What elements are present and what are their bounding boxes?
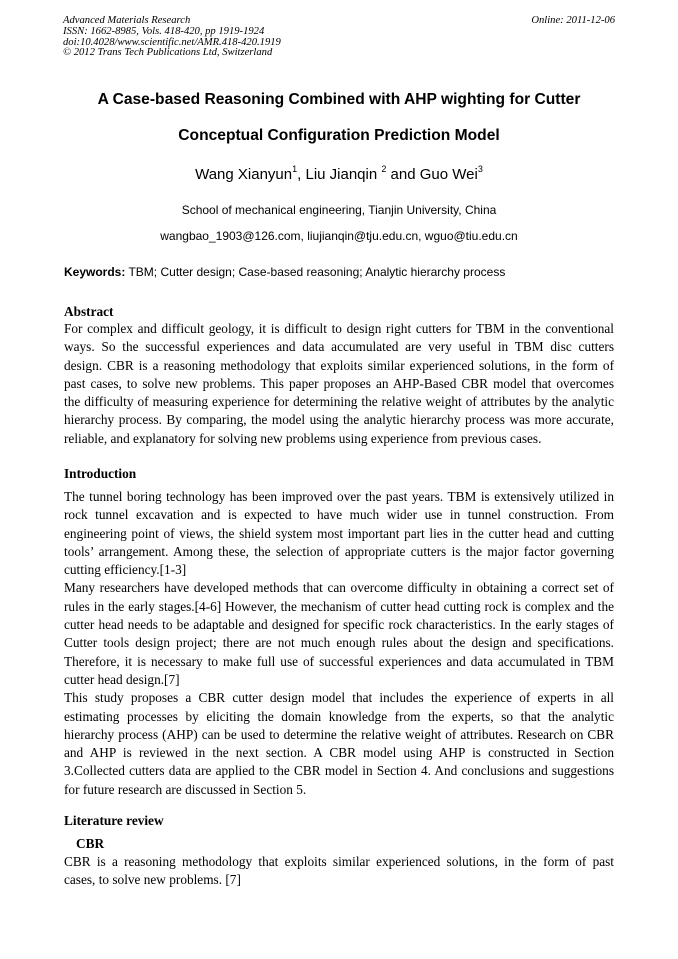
introduction-heading: Introduction [64,466,137,481]
text-line: Cutter tools design project; there are not much enough rules about the design and specifications. [64,635,614,651]
text-line: Therefore, it is necessary to make full use of successful experiences and data accumulated in TBM [64,653,614,669]
text-line: engineering point of views, the shield system most important part lies in the cutter head and cutting [64,525,614,541]
text-line: for future research are discussed in Section 5. [64,781,307,797]
text-line: past cases, to solve new problems. This paper proposes an AHP-Based CBR model that overcomes [64,375,614,391]
author-affiliation-mark: 1 [292,164,298,174]
issn-line: ISSN: 1662-8985, Vols. 418-420, pp 1919-1924 [63,25,265,37]
text-line: hierarchy process. By comparing, the model using the analytic hierarchy process was more accurate, [64,412,614,428]
paper-title-line-1: A Case-based Reasoning Combined with AHP wighting for Cutter [97,91,581,108]
text-line: rock tunnel excavation and is expected to have much wider use in tunnel construction. From [64,507,614,523]
text-line: the difficulty of measuring experience for determining the relative weight of attributes by the analytic [64,394,614,410]
author-name: Liu Jianqin [305,166,382,183]
literature-review-heading: Literature review [64,813,164,828]
author-separator: and [386,166,420,183]
text-line: cutter head design.[7] [64,671,180,687]
text-line: 3.Collected cutters data are applied to the CBR model in Section 4. And conclusions and suggestions [64,763,614,779]
keywords [64,265,505,279]
author-affiliation-mark: 2 [381,164,387,174]
cbr-subheading: CBR [76,836,105,851]
author-name: Wang Xianyun [195,166,293,183]
author-emails: wangbao_1903@126.com, liujianqin@tju.edu.cn, wguo@tiu.edu.cn [160,229,518,243]
doi-line: doi:10.4028/www.scientific.net/AMR.418-420.1919 [63,36,281,48]
text-line: and AHP is reviewed in the next section. A CBR model using AHP is constructed in Section [64,745,614,761]
affiliation: School of mechanical engineering, Tianjin University, China [181,203,497,217]
author-affiliation-mark: 3 [477,164,483,174]
text-line: For complex and difficult geology, it is difficult to design right cutters for TBM in the conventional [64,321,614,336]
text-line: tools’ arrangement. Among these, the selection of appropriate cutters is the major factor governing [64,543,614,559]
text-line: design. CBR is a reasoning methodology that exploits similar experienced solutions, in the form of [64,357,614,373]
abstract-heading: Abstract [64,304,114,319]
text-line: CBR is a reasoning methodology that exploits similar experienced solutions, in the form of past [64,854,614,869]
copyright-line: © 2012 Trans Tech Publications Ltd, Switzerland [63,47,273,59]
keywords-text: TBM; Cutter design; Case-based reasoning; Analytic hierarchy process [125,265,506,279]
text-line: estimating processes by eliciting the domain knowledge from the experts, so that the analytic [64,708,614,724]
text-line: cutting efficiency.[1-3] [64,562,187,578]
text-line: cutter head needs to be adaptable and designed for specific rock characteristics. In the early stages of [64,617,614,633]
text-line: ways. So the successful experiences and data accumulated are very useful in TBM disc cutters [64,339,614,355]
author-name: Guo Wei [419,166,478,183]
text-line: This study proposes a CBR cutter design model that includes the experience of experts in all [64,690,614,706]
keywords-label: Keywords: [64,265,126,279]
journal-name: Advanced Materials Research [63,15,191,26]
author-list [40,166,638,183]
author-separator: , [297,166,306,183]
introduction-body [64,488,614,799]
text-line: rules in the early stages.[4-6] However, the mechanism of cutter head cutting rock is complex and the [64,598,614,614]
abstract-body [64,320,614,448]
online-date: Online: 2011-12-06 [531,15,615,26]
text-line: Many researchers have developed methods that can overcome difficulty in obtaining a correct set of [64,580,614,596]
paper-title-line-2: Conceptual Configuration Prediction Model [178,127,500,144]
journal-header [63,16,281,59]
text-line: hierarchy process (AHP) can be used to determine the relative weight of attributes. Research on CBR [64,726,614,742]
text-line: reliable, and explanatory for solving new problems using experience from previous cases. [64,430,542,446]
text-line: The tunnel boring technology has been improved over the past years. TBM is extensively utilized in [64,489,614,504]
text-line: cases, to solve new problems. [7] [64,872,241,888]
literature-review-body [64,853,614,890]
